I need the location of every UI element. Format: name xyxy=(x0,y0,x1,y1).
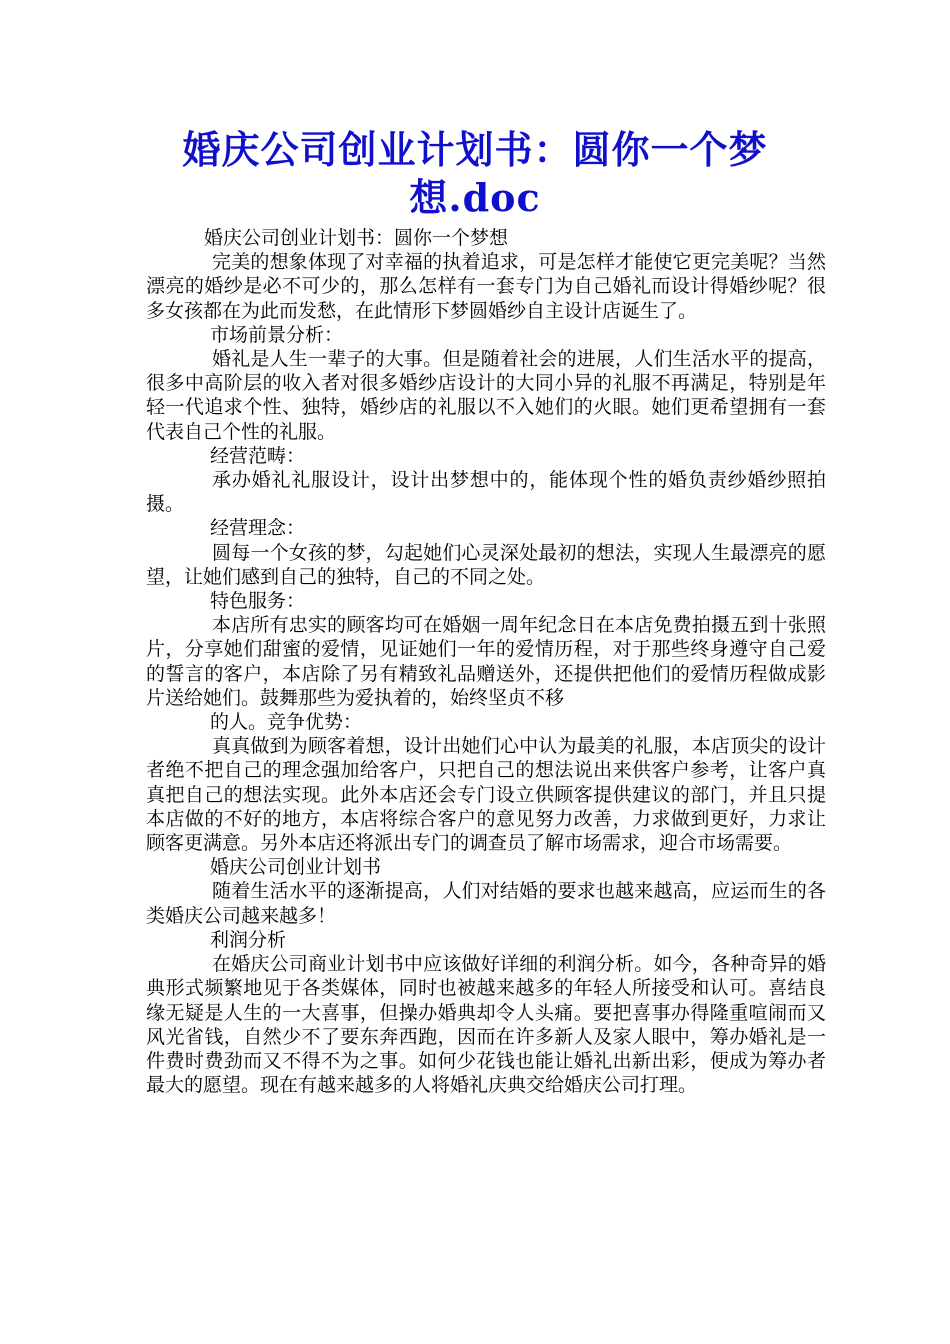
body-paragraph: 圆每一个女孩的梦，勾起她们心灵深处最初的想法，实现人生最漂亮的愿望，让她们感到自己的独特，自己的不同之处。 xyxy=(146,541,826,588)
document-subtitle: 婚庆公司创业计划书：圆你一个梦想 xyxy=(204,227,509,249)
body-paragraph: 婚礼是人生一辈子的大事。但是随着社会的进展，人们生活水平的提高，很多中高阶层的收入者对很多婚纱店设计的大同小异的礼服不再满足，特别是年轻一代追求个性、独特，婚纱店的礼服以不入她们的火眼。她们更希望拥有一套代表自己个性的礼服。 xyxy=(146,348,826,443)
section-heading: 的人。竞争优势： xyxy=(210,711,363,734)
body-paragraph: 真真做到为顾客着想，设计出她们心中认为最美的礼服，本店顶尖的设计者绝不把自己的理念强加给客户，只把自己的想法说出来供客户参考，让客户真真把自己的想法实现。此外本店还会专门设立供顾客提供建议的部门，并且只提本店做的不好的地方，本店将综合客户的意见努力改善，力求做到更好，力求让顾客更满意。另外本店还将派出专门的调查员了解市场需求，迎合市场需要。 xyxy=(146,735,826,855)
section-heading: 经营范畴： xyxy=(210,444,306,467)
section-heading: 婚庆公司创业计划书 xyxy=(210,856,382,879)
body-paragraph: 承办婚礼礼服设计，设计出梦想中的，能体现个性的婚负责纱婚纱照拍摄。 xyxy=(146,469,826,516)
document-title: 婚庆公司创业计划书：圆你一个梦想.doc xyxy=(182,127,768,220)
body-paragraph: 完美的想象体现了对幸福的执着追求，可是怎样才能使它更完美呢？当然漂亮的婚纱是必不可少的，那么怎样有一套专门为自己婚礼而设计得婚纱呢？很多女孩都在为此而发愁，在此情形下梦圆婚纱自主设计店诞生了。 xyxy=(146,251,826,322)
section-heading: 市场前景分析： xyxy=(210,323,344,346)
document-body xyxy=(146,226,826,1097)
section-heading: 特色服务： xyxy=(210,590,306,613)
body-paragraph: 随着生活水平的逐渐提高，人们对结婚的要求也越来越高，应运而生的各类婚庆公司越来越多！ xyxy=(146,880,826,927)
section-heading: 经营理念： xyxy=(210,517,306,540)
body-paragraph: 在婚庆公司商业计划书中应该做好详细的利润分析。如今，各种奇异的婚典形式频繁地见于各类媒体，同时也被越来越多的年轻人所接受和认可。喜结良缘无疑是人生的一大喜事，但操办婚典却令人头痛。要把喜事办得隆重喧闹而又风光省钱，自然少不了要东奔西跑，因而在许多新人及家人眼中，筹办婚礼是一件费时费劲而又不得不为之事。如何少花钱也能让婚礼出新出彩，便成为筹办者最大的愿望。现在有越来越多的人将婚礼庆典交给婚庆公司打理。 xyxy=(146,953,826,1097)
section-heading: 利润分析 xyxy=(210,928,287,951)
body-paragraph: 本店所有忠实的顾客均可在婚姻一周年纪念日在本店免费拍摄五到十张照片，分享她们甜蜜的爱情，见证她们一年的爱情历程，对于那些终身遵守自己爱的誓言的客户，本店除了另有精致礼品赠送外，还提供把他们的爱情历程做成影片送给她们。鼓舞那些为爱执着的，始终坚贞不移 xyxy=(146,614,826,709)
